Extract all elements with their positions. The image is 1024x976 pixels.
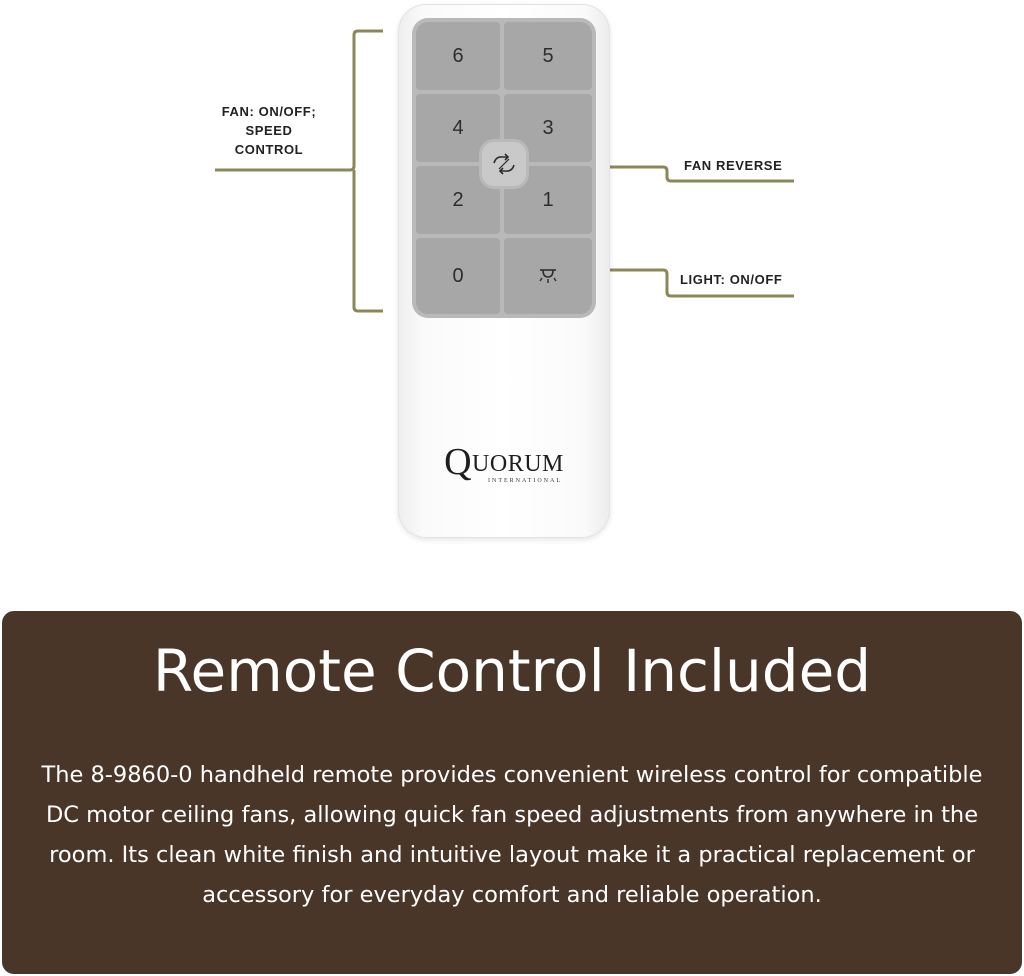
- light-callout-label: LIGHT: ON/OFF: [680, 272, 783, 287]
- remote-control: [398, 4, 610, 538]
- brand-subtitle: INTERNATIONAL: [488, 478, 562, 484]
- fan-reverse-callout-label: FAN REVERSE: [684, 158, 783, 173]
- key-3[interactable]: 3: [504, 94, 592, 162]
- fan-callout-line1: FAN: ON/OFF;: [221, 104, 317, 119]
- light-bulb-icon: [535, 266, 561, 286]
- key-2[interactable]: 2: [416, 166, 500, 234]
- key-4[interactable]: 4: [416, 94, 500, 162]
- keypad: [412, 18, 596, 318]
- fan-callout-label: [214, 102, 324, 159]
- fan-reverse-icon: [490, 153, 518, 175]
- info-panel: [2, 611, 1022, 974]
- key-6[interactable]: 6: [416, 22, 500, 90]
- key-0[interactable]: 0: [416, 238, 500, 314]
- fan-callout-line2: SPEED: [245, 123, 293, 138]
- key-5[interactable]: 5: [504, 22, 592, 90]
- brand-name: QUORUM: [444, 441, 564, 483]
- fan-callout-line3: CONTROL: [234, 142, 304, 157]
- light-button[interactable]: [504, 238, 592, 314]
- fan-reverse-button[interactable]: [482, 142, 526, 186]
- panel-description: The 8-9860-0 handheld remote provides convenient wireless control for compatible DC motor ceiling fans, allowing quick fan speed adjustments from anywhere in the room. Its clean white finish and intuitive layout make it a practical replacement or accessory for everyday comfort and reliable operation.: [41, 762, 983, 908]
- panel-title: Remote Control Included: [152, 637, 872, 705]
- fan-bracket-line: [215, 31, 383, 311]
- brand-logo: [398, 440, 610, 484]
- key-1[interactable]: 1: [504, 166, 592, 234]
